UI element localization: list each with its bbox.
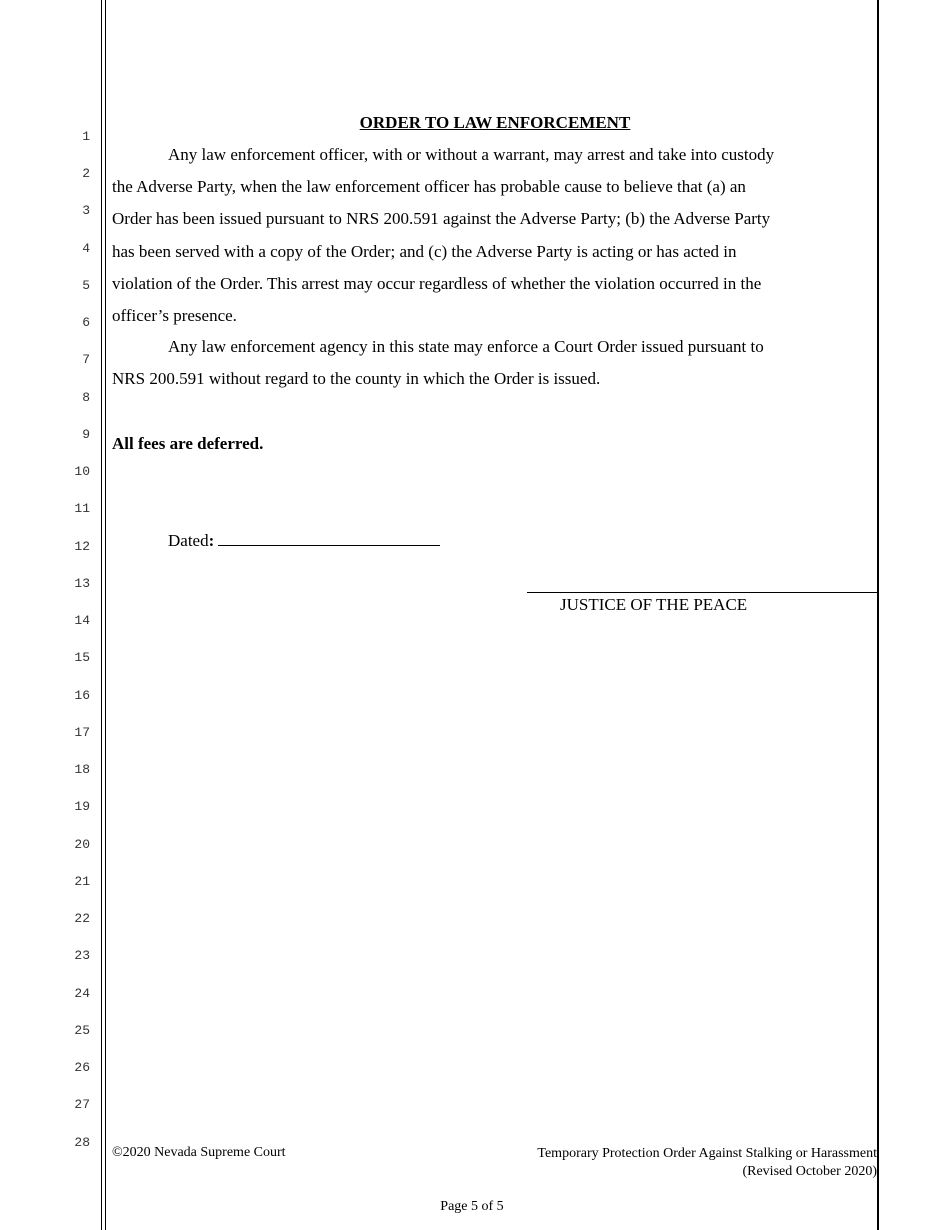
left-margin-rule-inner (105, 0, 106, 1230)
footer-form-title: Temporary Protection Order Against Stalking or Harassment (537, 1146, 877, 1161)
line-number: 1 (82, 129, 90, 144)
signature-label: JUSTICE OF THE PEACE (560, 595, 748, 614)
line-number: 4 (82, 241, 90, 256)
line-number: 10 (74, 464, 90, 479)
line-number: 5 (82, 278, 90, 293)
arrest-authority-paragraph: Any law enforcement officer, with or without a warrant, may arrest and take into custody the Adverse Party, when the law enforcement officer has probable cause to believe that (a) an Order has been issued pursuant to NRS 200.591 against the Adverse Party; (b) the Adverse Party has been served with a copy of the Order; and (c) the Adverse Party is acting or has acted in violation of the Order. This arrest may occur regardless of whether the violation occurred in the officer’s presence. (112, 145, 775, 326)
line-number: 3 (82, 203, 90, 218)
dated-line (168, 529, 440, 552)
line-number: 20 (74, 837, 90, 852)
line-number: 27 (74, 1097, 90, 1112)
line-number: 7 (82, 352, 90, 367)
line-number: 19 (74, 799, 90, 814)
fees-note: All fees are deferred. (112, 434, 264, 453)
line-number: 6 (82, 315, 90, 330)
line-number: 26 (74, 1060, 90, 1075)
signature-line[interactable] (527, 592, 879, 593)
dated-colon: : (208, 531, 215, 550)
line-number: 12 (74, 539, 90, 554)
line-number: 9 (82, 427, 90, 442)
line-number: 14 (74, 613, 90, 628)
line-number: 16 (74, 688, 90, 703)
footer-copyright: ©2020 Nevada Supreme Court (112, 1145, 286, 1160)
line-number: 11 (74, 501, 90, 516)
line-number: 2 (82, 166, 90, 181)
left-margin-rule-outer (101, 0, 102, 1230)
date-blank-field[interactable] (218, 529, 440, 546)
footer-revision: (Revised October 2020) (742, 1164, 877, 1179)
page-number: Page 5 of 5 (440, 1199, 504, 1214)
line-number: 18 (74, 762, 90, 777)
right-margin-rule (877, 0, 879, 1230)
line-number: 21 (74, 874, 90, 889)
dated-label: Dated (168, 531, 209, 550)
footer-form-info (537, 1145, 877, 1181)
line-number: 23 (74, 948, 90, 963)
line-number: 24 (74, 986, 90, 1001)
line-number: 13 (74, 576, 90, 591)
line-number: 8 (82, 390, 90, 405)
enforcement-agency-paragraph: Any law enforcement agency in this state may enforce a Court Order issued pursuant to NRS 200.591 without regard to the county in which the Order is issued. (112, 337, 764, 389)
line-number: 28 (74, 1135, 90, 1150)
line-number: 17 (74, 725, 90, 740)
line-number: 25 (74, 1023, 90, 1038)
line-number: 15 (74, 650, 90, 665)
line-number: 22 (74, 911, 90, 926)
section-title: ORDER TO LAW ENFORCEMENT (359, 113, 631, 132)
